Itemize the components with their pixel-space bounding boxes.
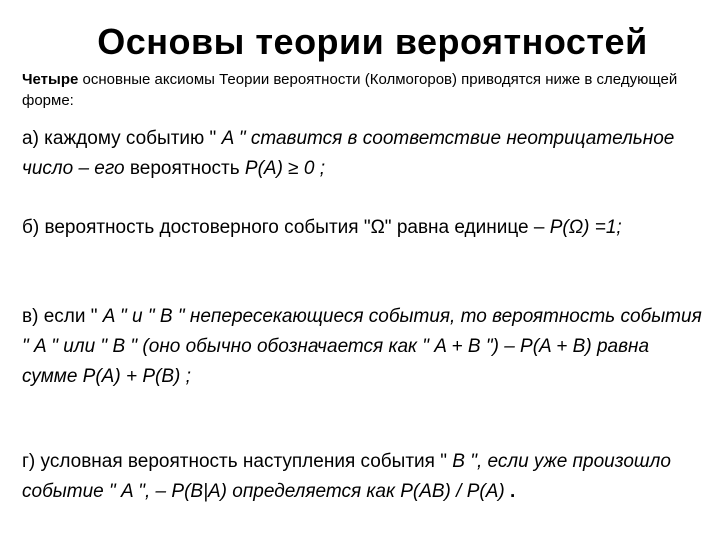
axiom-b [22, 213, 702, 243]
axiom-a-part2: A " ставится в соответствие неотрицательное число – его [22, 128, 675, 179]
axiom-d-part2: B ", если уже произошло событие " A ", – P(B|A) определяется как P(AB) / P(A) [22, 451, 671, 502]
intro-paragraph [22, 69, 702, 111]
axiom-d-part1: г) условная вероятность наступления события " [22, 451, 453, 472]
axiom-a-part1: а) каждому событию " [22, 128, 222, 149]
axiom-c-part2: A " и " B " непересекающиеся события, то вероятность события " A " или " B " (оно обычно обозначается как " A + B ") – P(A + B) равна сумме P(A) + P(B) ; [22, 306, 702, 387]
axiom-a-part4: P(A) ≥ 0 ; [244, 158, 326, 179]
axiom-c-part1: в) если " [22, 306, 103, 327]
axiom-b-part2: P(Ω) =1; [549, 217, 622, 238]
axiom-d-part3: . [504, 481, 516, 502]
page-title: Основы теории вероятностей [97, 21, 648, 62]
intro-bold: Четыре [22, 71, 79, 88]
axiom-b-part1: б) вероятность достоверного события "Ω" равна единице – [22, 217, 550, 238]
axiom-a [22, 124, 702, 184]
axiom-c [22, 302, 702, 392]
axiom-d [22, 447, 702, 507]
axiom-a-part3: вероятность [124, 158, 245, 179]
intro-text: основные аксиомы Теории вероятности (Колмогоров) приводятся ниже в следующей форме: [22, 71, 678, 109]
